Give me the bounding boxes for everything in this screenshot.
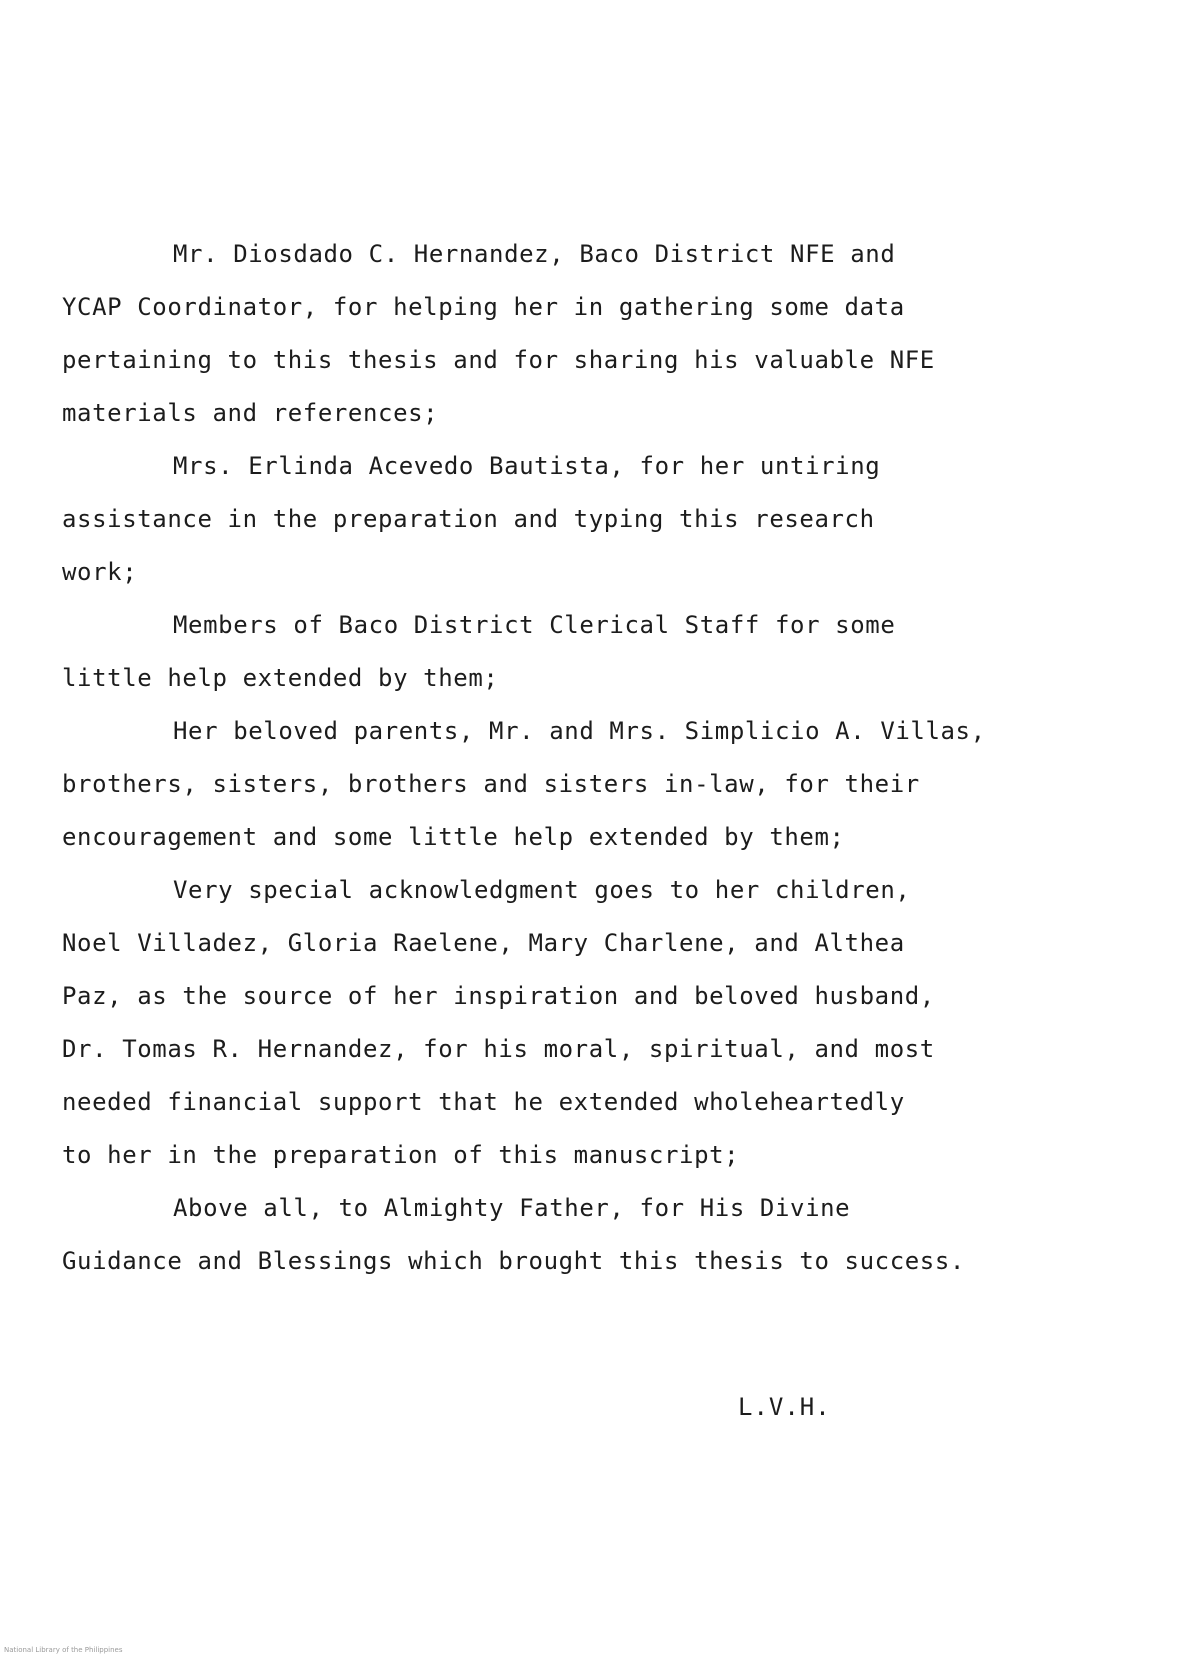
paragraph-line: materials and references; <box>62 399 439 427</box>
paragraph-line: little help extended by them; <box>62 664 499 692</box>
paragraph-line: Mr. Diosdado C. Hernandez, Baco District NFE and <box>173 240 896 268</box>
paragraph-line: Her beloved parents, Mr. and Mrs. Simplicio A. Villas, <box>173 717 986 745</box>
signature-initials: L.V.H. <box>738 1393 831 1421</box>
paragraph-line: YCAP Coordinator, for helping her in gathering some data <box>62 293 905 321</box>
paragraph-line: Guidance and Blessings which brought this thesis to success. <box>62 1247 965 1275</box>
paragraph-line: Paz, as the source of her inspiration and beloved husband, <box>62 982 935 1010</box>
paragraph-line: needed financial support that he extended wholeheartedly <box>62 1088 905 1116</box>
paragraph-line: to her in the preparation of this manuscript; <box>62 1141 740 1169</box>
paragraph-line: Dr. Tomas R. Hernandez, for his moral, spiritual, and most <box>62 1035 935 1063</box>
paragraph-line: brothers, sisters, brothers and sisters in-law, for their <box>62 770 920 798</box>
paragraph-line: pertaining to this thesis and for sharing his valuable NFE <box>62 346 935 374</box>
paragraph-line: Mrs. Erlinda Acevedo Bautista, for her untiring <box>173 452 881 480</box>
paragraph-line: Noel Villadez, Gloria Raelene, Mary Charlene, and Althea <box>62 929 905 957</box>
paragraph-line: Members of Baco District Clerical Staff for some <box>173 611 896 639</box>
paragraph-line: assistance in the preparation and typing this research <box>62 505 875 533</box>
paragraph-line: work; <box>62 558 138 586</box>
paragraph-line: encouragement and some little help extended by them; <box>62 823 845 851</box>
acknowledgment-body <box>62 228 1122 1288</box>
paragraph-line: Above all, to Almighty Father, for His Divine <box>173 1194 851 1222</box>
footer-watermark: National Library of the Philippines <box>4 1646 123 1654</box>
paragraph-line: Very special acknowledgment goes to her children, <box>173 876 911 904</box>
